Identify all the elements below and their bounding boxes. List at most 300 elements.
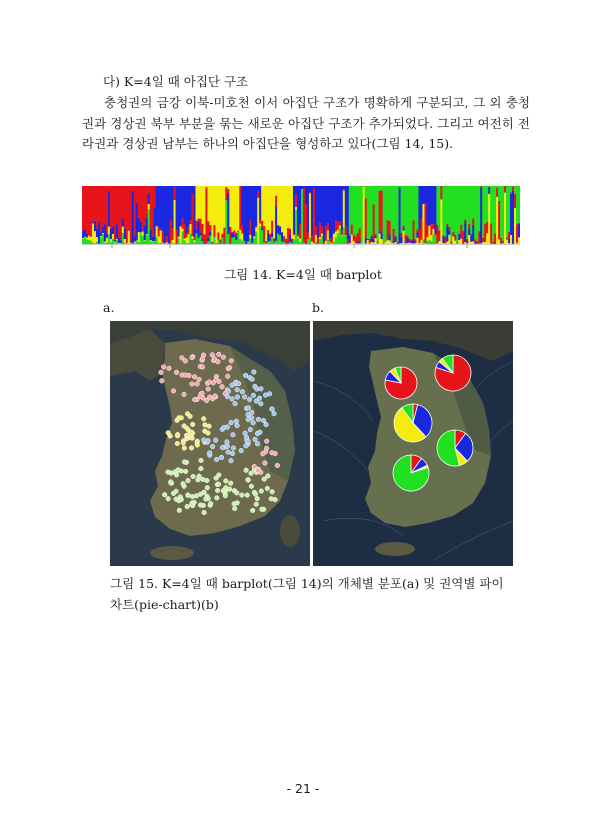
barplot-bar-yellow bbox=[144, 240, 146, 241]
barplot-bar-blue bbox=[108, 191, 110, 226]
barplot-bar-red bbox=[136, 186, 138, 203]
barplot-bar-red bbox=[174, 187, 176, 200]
barplot-bar-green bbox=[444, 186, 446, 237]
barplot-bar-green bbox=[472, 186, 474, 218]
sample-point bbox=[174, 473, 179, 478]
sample-point bbox=[211, 381, 216, 386]
barplot-bar-yellow bbox=[448, 235, 450, 244]
barplot-bar-green bbox=[84, 237, 86, 244]
barplot-bar-red bbox=[313, 188, 315, 243]
barplot-bar-blue bbox=[301, 186, 303, 189]
pie-chart-center bbox=[394, 404, 432, 442]
barplot-bar-blue bbox=[225, 200, 227, 201]
barplot-bar-yellow bbox=[148, 204, 150, 209]
barplot-bar-red bbox=[241, 226, 243, 234]
sample-point bbox=[171, 389, 176, 394]
barplot-bar-green bbox=[454, 186, 456, 235]
sample-point bbox=[190, 382, 195, 387]
barplot-bar-blue bbox=[192, 186, 194, 194]
barplot-bar-blue bbox=[92, 223, 94, 224]
sample-point bbox=[249, 410, 254, 415]
barplot-bar-yellow bbox=[156, 226, 158, 237]
barplot-bar-red bbox=[405, 235, 407, 242]
barplot-bar-blue bbox=[130, 241, 132, 243]
sample-point bbox=[256, 468, 261, 473]
sample-point bbox=[264, 422, 269, 427]
sample-point bbox=[213, 438, 218, 443]
barplot-bar-blue bbox=[134, 236, 136, 241]
sample-point bbox=[200, 357, 205, 362]
sample-point bbox=[210, 353, 215, 358]
barplot-bar-red bbox=[510, 192, 512, 193]
barplot-bar-red bbox=[106, 186, 108, 234]
sample-point bbox=[220, 445, 225, 450]
barplot-bar-red bbox=[201, 224, 203, 239]
barplot-bar-red bbox=[104, 186, 106, 224]
barplot-bar-yellow bbox=[86, 238, 88, 240]
barplot-bar-red bbox=[381, 190, 383, 232]
barplot-bar-blue bbox=[407, 237, 409, 243]
pie-chart-northeast bbox=[435, 355, 471, 391]
sample-point bbox=[217, 473, 222, 478]
barplot-bar-yellow bbox=[213, 186, 215, 225]
barplot-bar-blue bbox=[88, 235, 90, 236]
sample-point bbox=[207, 451, 212, 456]
barplot-bar-blue bbox=[104, 224, 106, 242]
sample-point bbox=[249, 484, 254, 489]
sample-point bbox=[179, 416, 184, 421]
figure-15a-label: a. bbox=[103, 300, 115, 315]
sample-point bbox=[214, 457, 219, 462]
sample-point bbox=[199, 458, 204, 463]
barplot-bar-blue bbox=[82, 231, 84, 238]
barplot-bar-red bbox=[478, 231, 480, 244]
barplot-bar-red bbox=[84, 186, 86, 229]
barplot-bar-red bbox=[321, 227, 323, 234]
barplot-bar-blue bbox=[468, 228, 470, 235]
barplot-bar-blue bbox=[243, 186, 245, 241]
barplot-bar-green bbox=[349, 186, 351, 234]
barplot-bar-blue bbox=[255, 186, 257, 226]
barplot-bar-yellow bbox=[88, 236, 90, 240]
barplot-bar-green bbox=[494, 186, 496, 233]
sample-point bbox=[228, 481, 233, 486]
sample-point bbox=[168, 480, 173, 485]
barplot-bar-blue bbox=[452, 235, 454, 236]
sample-point bbox=[250, 377, 255, 382]
sample-point bbox=[226, 389, 231, 394]
sample-point bbox=[230, 397, 235, 402]
barplot-bar-blue bbox=[422, 186, 424, 204]
barplot-bar-blue bbox=[343, 186, 345, 189]
sample-point bbox=[246, 417, 251, 422]
barplot-bar-red bbox=[188, 227, 190, 234]
barplot-bar-yellow bbox=[209, 186, 211, 225]
sample-point bbox=[207, 424, 212, 429]
barplot-bar-green bbox=[476, 186, 478, 241]
barplot-bar-red bbox=[393, 229, 395, 241]
barplot-bar-yellow bbox=[104, 242, 106, 243]
barplot-bar-red bbox=[444, 237, 446, 244]
barplot-bar-red bbox=[172, 228, 174, 240]
barplot-bar-red bbox=[207, 221, 209, 237]
barplot-bar-red bbox=[311, 236, 313, 241]
barplot-bar-blue bbox=[395, 237, 397, 242]
barplot-bar-red bbox=[377, 241, 379, 242]
barplot-bar-blue bbox=[142, 231, 144, 232]
barplot-bar-red bbox=[92, 186, 94, 223]
barplot-bar-red bbox=[221, 234, 223, 238]
barplot-bar-blue bbox=[409, 241, 411, 243]
barplot-bar-green bbox=[345, 236, 347, 244]
sample-point bbox=[177, 498, 182, 503]
barplot-bar-red bbox=[192, 194, 194, 236]
barplot-bar-yellow bbox=[124, 239, 126, 243]
barplot-bar-blue bbox=[140, 222, 142, 233]
barplot-bar-blue bbox=[188, 186, 190, 227]
body-paragraph-text: 충청권의 금강 이북-미호천 이서 아집단 구조가 명확하게 구분되고, 그 외 충청권과 경상권 북부 부분을 묶는 새로운 아집단 구조가 추가되었다. 그리고 여전히 전라권과 경상권 남부는 하나의 아집단을 형성하고 있다(그림 14, 15). bbox=[82, 95, 530, 151]
sample-point bbox=[202, 490, 207, 495]
barplot-bar-yellow bbox=[341, 235, 343, 236]
barplot-bar-red bbox=[426, 225, 428, 236]
sample-point bbox=[266, 474, 271, 479]
barplot-bar-blue bbox=[176, 186, 178, 230]
barplot-bar-yellow bbox=[205, 186, 207, 187]
barplot-bar-red bbox=[389, 221, 391, 234]
barplot-bar-green bbox=[399, 186, 401, 187]
barplot-bar-red bbox=[454, 235, 456, 240]
barplot-bar-blue bbox=[309, 186, 311, 192]
barplot-bar-red bbox=[178, 236, 180, 237]
barplot-bar-yellow bbox=[239, 230, 241, 239]
sample-point bbox=[177, 508, 182, 513]
barplot-bar-blue bbox=[331, 186, 333, 237]
barplot-bar-blue bbox=[154, 207, 156, 241]
figure-14-barplot bbox=[82, 186, 520, 244]
barplot-bar-yellow bbox=[172, 240, 174, 243]
barplot-bar-red bbox=[359, 228, 361, 242]
barplot-bar-green bbox=[405, 186, 407, 235]
barplot-bar-red bbox=[490, 223, 492, 243]
sample-point bbox=[261, 451, 266, 456]
barplot-bar-blue bbox=[281, 232, 283, 241]
barplot-bar-green bbox=[484, 186, 486, 224]
barplot-bar-blue bbox=[213, 236, 215, 237]
barplot-bar-green bbox=[367, 186, 369, 239]
barplot-bar-red bbox=[227, 189, 229, 193]
sample-point bbox=[245, 493, 250, 498]
barplot-bar-blue bbox=[464, 222, 466, 242]
barplot-bar-red bbox=[424, 204, 426, 244]
barplot-bar-red bbox=[114, 186, 116, 240]
barplot-bar-yellow bbox=[351, 235, 353, 244]
barplot-bar-blue bbox=[110, 229, 112, 239]
barplot-bar-yellow bbox=[188, 234, 190, 243]
barplot-bar-yellow bbox=[343, 191, 345, 228]
barplot-bar-blue bbox=[221, 238, 223, 239]
barplot-bar-red bbox=[403, 226, 405, 229]
barplot-bar-red bbox=[140, 186, 142, 222]
barplot-bar-yellow bbox=[468, 235, 470, 244]
barplot-bar-yellow bbox=[255, 227, 257, 231]
barplot-bar-blue bbox=[207, 238, 209, 242]
barplot-bar-red bbox=[271, 221, 273, 233]
barplot-bar-red bbox=[442, 235, 444, 236]
sample-point bbox=[208, 501, 213, 506]
sample-point bbox=[234, 419, 239, 424]
barplot-bar-blue bbox=[231, 233, 233, 238]
barplot-bar-yellow bbox=[114, 242, 116, 243]
barplot-bar-blue bbox=[295, 186, 297, 195]
barplot-bar-red bbox=[325, 226, 327, 241]
sample-point bbox=[231, 433, 236, 438]
barplot-bar-red bbox=[102, 186, 104, 227]
barplot-bar-yellow bbox=[90, 237, 92, 241]
sample-point bbox=[235, 395, 240, 400]
barplot-bar-green bbox=[337, 233, 339, 244]
barplot-bar-blue bbox=[472, 225, 474, 241]
sample-point bbox=[232, 506, 237, 511]
barplot-bar-blue bbox=[299, 186, 301, 224]
barplot-bar-yellow bbox=[190, 224, 192, 234]
barplot-bar-green bbox=[411, 186, 413, 240]
barplot-bar-blue bbox=[195, 230, 197, 233]
barplot-bar-yellow bbox=[146, 234, 148, 235]
barplot-bar-green bbox=[146, 235, 148, 244]
barplot-bar-red bbox=[337, 222, 339, 230]
barplot-bar-red bbox=[512, 186, 514, 190]
barplot-bar-yellow bbox=[142, 232, 144, 236]
barplot-bar-blue bbox=[335, 186, 337, 221]
barplot-bar-red bbox=[508, 232, 510, 239]
figure-15b-map bbox=[313, 321, 513, 566]
barplot-bar-blue bbox=[164, 186, 166, 243]
barplot-bar-red bbox=[158, 228, 160, 237]
barplot-bar-green bbox=[458, 186, 460, 234]
barplot-bar-blue bbox=[454, 240, 456, 241]
barplot-bar-blue bbox=[170, 186, 172, 220]
page-number: - 21 - bbox=[286, 781, 320, 796]
sample-point bbox=[159, 370, 164, 375]
barplot-bar-green bbox=[227, 234, 229, 244]
barplot-bar-green bbox=[460, 186, 462, 225]
sample-point bbox=[262, 477, 267, 482]
barplot-bar-blue bbox=[106, 234, 108, 238]
barplot-bar-blue bbox=[148, 193, 150, 204]
barplot-bar-red bbox=[118, 186, 120, 238]
barplot-bar-red bbox=[195, 221, 197, 230]
sample-point bbox=[200, 365, 205, 370]
sample-point bbox=[264, 439, 269, 444]
barplot-bar-red bbox=[249, 220, 251, 235]
sample-point bbox=[216, 482, 221, 487]
barplot-bar-yellow bbox=[283, 186, 285, 236]
sample-point bbox=[195, 439, 200, 444]
barplot-bar-blue bbox=[506, 239, 508, 240]
barplot-bar-red bbox=[440, 186, 442, 199]
barplot-bar-green bbox=[357, 186, 359, 233]
sample-point bbox=[225, 394, 230, 399]
barplot-bar-green bbox=[225, 200, 227, 244]
barplot-bar-yellow bbox=[265, 186, 267, 241]
barplot-bar-yellow bbox=[116, 239, 118, 240]
barplot-bar-yellow bbox=[231, 186, 233, 232]
sample-point bbox=[226, 450, 231, 455]
figure-14-caption: 그림 14. K=4일 때 barplot bbox=[224, 267, 382, 282]
barplot-bar-blue bbox=[180, 186, 182, 226]
barplot-bar-blue bbox=[303, 186, 305, 188]
barplot-bar-green bbox=[488, 186, 490, 187]
barplot-bar-red bbox=[309, 192, 311, 193]
barplot-bar-yellow bbox=[128, 231, 130, 244]
sample-point bbox=[190, 422, 195, 427]
sample-point bbox=[182, 392, 187, 397]
barplot-bar-green bbox=[486, 186, 488, 222]
barplot-bar-blue bbox=[430, 186, 432, 224]
section-heading: 다) K=4일 때 아집단 구조 bbox=[103, 74, 249, 89]
barplot-bar-blue bbox=[319, 186, 321, 222]
barplot-bar-green bbox=[255, 232, 257, 244]
barplot-bar-yellow bbox=[197, 186, 199, 219]
sample-point bbox=[206, 438, 211, 443]
barplot-bar-yellow bbox=[84, 237, 86, 238]
sample-point bbox=[201, 417, 206, 422]
barplot-bar-yellow bbox=[207, 186, 209, 221]
barplot-bar-green bbox=[377, 186, 379, 241]
barplot-axis bbox=[82, 244, 520, 254]
barplot-bar-blue bbox=[251, 186, 253, 243]
barplot-bar-blue bbox=[98, 222, 100, 243]
sample-point bbox=[256, 417, 261, 422]
sample-point bbox=[206, 387, 211, 392]
barplot-bar-green bbox=[448, 186, 450, 227]
sample-point bbox=[207, 380, 212, 385]
barplot-bar-yellow bbox=[94, 231, 96, 243]
sample-point bbox=[255, 496, 260, 501]
sample-point bbox=[215, 496, 220, 501]
sample-point bbox=[235, 423, 240, 428]
barplot-bar-blue bbox=[379, 232, 381, 233]
barplot-bar-green bbox=[100, 237, 102, 244]
barplot-bar-green bbox=[321, 236, 323, 244]
sample-point bbox=[231, 446, 236, 451]
barplot-bar-yellow bbox=[160, 231, 162, 243]
barplot-bar-green bbox=[442, 186, 444, 235]
barplot-bar-red bbox=[225, 187, 227, 199]
barplot-bar-red bbox=[416, 230, 418, 233]
barplot-bar-red bbox=[428, 225, 430, 226]
barplot-bar-yellow bbox=[301, 190, 303, 191]
figure-15-caption: 그림 15. K=4일 때 barplot(그림 14)의 개체별 분포(a) 및 권역별 파이 차트(pie-chart)(b) bbox=[110, 576, 504, 612]
pie-chart-east bbox=[437, 430, 473, 466]
barplot-bar-yellow bbox=[277, 186, 279, 225]
barplot-bar-red bbox=[351, 224, 353, 233]
barplot-bar-yellow bbox=[201, 186, 203, 224]
barplot-bar-blue bbox=[116, 224, 118, 239]
barplot-bar-green bbox=[397, 186, 399, 242]
sample-point bbox=[181, 481, 186, 486]
barplot-bar-red bbox=[205, 187, 207, 244]
barplot-bar-red bbox=[239, 186, 241, 230]
barplot-bar-green bbox=[335, 237, 337, 244]
barplot-bar-red bbox=[190, 220, 192, 224]
barplot-bar-red bbox=[186, 234, 188, 238]
barplot-bar-blue bbox=[245, 186, 247, 244]
sample-point bbox=[235, 491, 240, 496]
barplot-bar-yellow bbox=[271, 186, 273, 221]
barplot-bar-green bbox=[233, 237, 235, 244]
barplot-bar-blue bbox=[347, 186, 349, 240]
sample-point bbox=[223, 493, 228, 498]
barplot-bar-blue bbox=[414, 241, 416, 243]
barplot-bar-red bbox=[142, 186, 144, 231]
barplot-bar-yellow bbox=[504, 193, 506, 244]
barplot-bar-blue bbox=[438, 240, 440, 241]
barplot-bar-green bbox=[514, 186, 516, 194]
barplot-bar-yellow bbox=[112, 234, 114, 239]
barplot-bar-blue bbox=[434, 186, 436, 234]
barplot-bar-blue bbox=[275, 206, 277, 241]
sample-point bbox=[240, 493, 245, 498]
sample-point bbox=[260, 507, 265, 512]
barplot-bar-red bbox=[470, 234, 472, 235]
barplot-bar-yellow bbox=[518, 237, 520, 244]
sample-point bbox=[225, 425, 230, 430]
sample-point bbox=[221, 355, 226, 360]
barplot-bar-red bbox=[176, 230, 178, 244]
barplot-bar-blue bbox=[120, 240, 122, 243]
barplot-bar-red bbox=[387, 220, 389, 240]
barplot-bar-blue bbox=[337, 186, 339, 222]
barplot-bar-red bbox=[122, 186, 124, 219]
barplot-bar-yellow bbox=[337, 230, 339, 234]
barplot-bar-red bbox=[498, 201, 500, 239]
barplot-bar-red bbox=[331, 237, 333, 242]
barplot-bar-green bbox=[122, 233, 124, 244]
barplot-bar-green bbox=[182, 231, 184, 244]
barplot-bar-yellow bbox=[122, 227, 124, 233]
barplot-bar-red bbox=[130, 186, 132, 241]
sample-point bbox=[253, 492, 258, 497]
sample-point bbox=[183, 469, 188, 474]
barplot-bar-red bbox=[307, 233, 309, 240]
barplot-bar-blue bbox=[182, 186, 184, 219]
barplot-bar-red bbox=[144, 186, 146, 226]
barplot-bar-blue bbox=[460, 238, 462, 239]
barplot-bar-yellow bbox=[281, 186, 283, 232]
barplot-bar-blue bbox=[112, 226, 114, 234]
barplot-bar-green bbox=[199, 236, 201, 244]
barplot-bar-blue bbox=[420, 186, 422, 219]
sample-point bbox=[183, 373, 188, 378]
barplot-bar-red bbox=[468, 224, 470, 229]
barplot-bar-red bbox=[385, 241, 387, 242]
barplot-bar-blue bbox=[166, 186, 168, 236]
barplot-bar-red bbox=[460, 225, 462, 238]
barplot-bar-red bbox=[265, 241, 267, 243]
barplot-bar-blue bbox=[458, 234, 460, 240]
sample-point bbox=[162, 492, 167, 497]
barplot-bar-red bbox=[88, 186, 90, 235]
sample-point bbox=[216, 359, 221, 364]
sample-point bbox=[220, 384, 225, 389]
barplot-bar-red bbox=[305, 204, 307, 244]
barplot-bar-red bbox=[152, 186, 154, 237]
barplot-bar-blue bbox=[114, 240, 116, 242]
barplot-bar-red bbox=[235, 233, 237, 235]
barplot-bar-yellow bbox=[297, 237, 299, 239]
barplot-bar-yellow bbox=[237, 186, 239, 231]
